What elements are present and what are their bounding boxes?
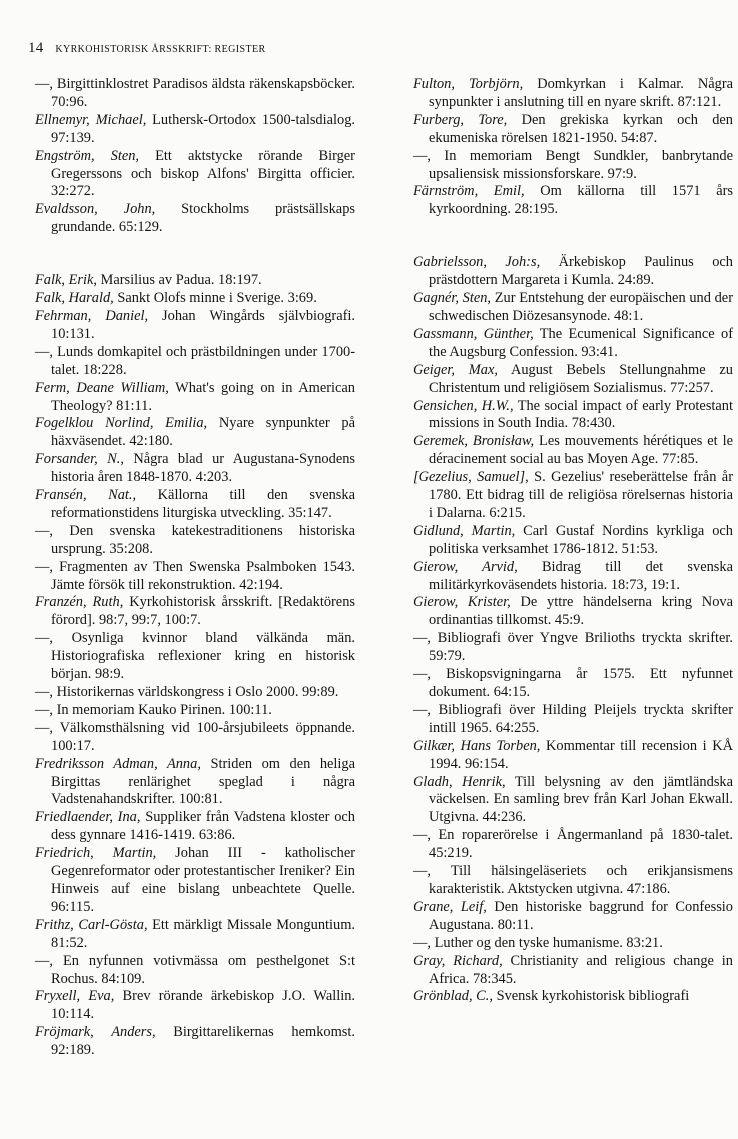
index-entry [35, 917, 355, 953]
index-entry [413, 326, 733, 362]
entry-author: —, [413, 147, 431, 164]
entry-title: Bibliografi över Hilding Pleijels tryckta skrifter intill 1965. 64:255. [429, 701, 733, 736]
entry-author: Forsander, N., [35, 451, 124, 468]
index-entry [413, 523, 733, 559]
index-entry [413, 112, 733, 148]
entry-title: Les mouvements hérétiques et le déracinement social au bas Moyen Age. 77:85. [429, 433, 734, 468]
index-entry [35, 559, 355, 595]
entry-author: Fransén, Nat., [35, 487, 137, 504]
entry-author: Engström, Sten, [35, 147, 140, 164]
entry-author: Fryxell, Eva, [35, 988, 115, 1005]
entry-title: Brev rörande ärkebiskop J.O. Wallin. 10:114. [51, 988, 355, 1023]
entry-author: Fogelklou Norlind, Emilia, [35, 415, 208, 432]
entry-author: —, [35, 719, 53, 736]
index-entry [35, 380, 355, 416]
entry-title: Zur Entstehung der europäischen und der schwedischen Diözesansynode. 48:1. [429, 290, 733, 324]
entry-title: Luther og den tyske humanisme. 83:21. [431, 934, 663, 951]
index-entry [35, 953, 355, 989]
entry-title: Johan Wingårds självbiografi. 10:131. [51, 307, 356, 342]
index-entry [413, 183, 733, 219]
entry-title: Till belysning av den jämtländska väckelsen. En samling brev från Karl Johan Ekwall. Utgivna. 44:236. [429, 773, 733, 826]
entry-title: Marsilius av Padua. 18:197. [96, 272, 262, 289]
index-entry [35, 756, 355, 810]
entry-author: Friedlaender, Ina, [35, 809, 141, 826]
left-entries-f [35, 272, 355, 1060]
entry-author: Gilkær, Hans Torben, [413, 737, 541, 754]
entry-author: —, [35, 76, 53, 92]
entry-author: Ferm, Deane William, [35, 379, 169, 396]
index-entry [35, 845, 355, 917]
index-entry [35, 76, 355, 112]
entry-author: Fröjmark, Anders, [35, 1024, 156, 1041]
entry-title: En roparerörelse i Ångermanland på 1830-talet. 45:219. [429, 827, 733, 862]
entry-author: Friedrich, Martin, [35, 845, 157, 862]
page-number: 14 [28, 40, 44, 56]
index-entry [35, 290, 355, 308]
entry-title: Bibliografi över Yngve Brilioths tryckta skrifter. 59:79. [429, 630, 733, 665]
index-entry [413, 594, 733, 630]
entry-author: Gabrielsson, Joh:s, [413, 254, 541, 271]
entry-author: Färnström, Emil, [413, 183, 525, 200]
entry-author: —, [35, 701, 53, 718]
section-gap [413, 219, 733, 254]
index-entry [413, 398, 733, 434]
index-entry [35, 684, 355, 702]
index-entry [35, 809, 355, 845]
entry-author: Gierow, Arvid, [413, 558, 518, 575]
entry-title: Ärkebiskop Paulinus och prästdottern Margareta i Kumla. 24:89. [429, 254, 733, 289]
entry-author: Evaldsson, John, [35, 201, 156, 218]
entry-author: Gassmann, Günther, [413, 325, 534, 342]
left-entries-e [35, 76, 355, 237]
index-entry [413, 863, 733, 899]
entry-title: Lunds domkapitel och prästbildningen under 1700-talet. 18:228. [51, 343, 355, 378]
index-entry [413, 899, 733, 935]
entry-title: Luthersk-Ortodox 1500-talsdialog. 97:139. [51, 111, 355, 146]
entry-title: Kommentar till recension i KÅ 1994. 96:154. [429, 737, 733, 772]
entry-title: In memoriam Bengt Sundkler, banbrytande upsaliensisk missionsforskare. 97:9. [429, 147, 733, 182]
entry-title: De yttre händelserna kring Nova ordinantias tillkomst. 45:9. [429, 594, 733, 629]
entry-title: The social impact of early Protestant missions in South India. 78:430. [429, 397, 733, 432]
index-entry [35, 415, 355, 451]
entry-title: Birgittinklostret Paradisos äldsta räkenskapsböcker. 70:96. [51, 76, 355, 110]
entry-title: Den grekiska kyrkan och den ekumeniska rörelsen 1821-1950. 54:87. [429, 111, 733, 146]
index-entry [35, 523, 355, 559]
entry-author: —, [413, 863, 431, 880]
entry-author: [Gezelius, Samuel], [413, 469, 529, 486]
entry-title: In memoriam Kauko Pirinen. 100:11. [53, 701, 272, 718]
index-entry [413, 148, 733, 184]
entry-author: Grönblad, C., [413, 988, 493, 1005]
entry-author: —, [35, 522, 53, 539]
entry-author: —, [413, 934, 431, 951]
entry-author: —, [413, 701, 431, 718]
index-entry [35, 720, 355, 756]
entry-title: Ett märkligt Missale Monguntium. 81:52. [51, 916, 355, 951]
index-entry [413, 988, 733, 1006]
index-entry [413, 935, 733, 953]
entry-title: Välkomsthälsning vid 100-årsjubileets öppnande. 100:17. [51, 719, 355, 754]
entry-title: Stockholms prästsällskaps grundande. 65:129. [51, 201, 355, 236]
entry-title: August Bebels Stellungnahme zu Christentum und religiösem Sozialismus. 77:257. [429, 361, 733, 396]
index-entry [413, 362, 733, 398]
entry-author: Gagnér, Sten, [413, 290, 492, 307]
entry-title: Christianity and religious change in Africa. 78:345. [429, 952, 733, 987]
entry-title: Johan III - katholischer Gegenreformator oder protestantischer Ireniker? Ein Hinweis auf eine bislang unbeachtete Quelle. 96:115. [51, 845, 356, 915]
entry-author: —, [35, 558, 53, 575]
right-entries-f [413, 76, 733, 219]
index-entry [413, 290, 733, 326]
index-entry [35, 201, 355, 237]
entry-author: Geiger, Max, [413, 361, 498, 378]
entry-author: Gierow, Krister, [413, 594, 511, 611]
section-gap [35, 237, 355, 272]
entry-author: Gladh, Henrik, [413, 773, 506, 790]
entry-title: Carl Gustaf Nordins kyrkliga och politiska verksamhet 1786-1812. 51:53. [429, 522, 733, 557]
right-column [413, 76, 733, 1006]
index-entry [35, 630, 355, 684]
index-entry [35, 702, 355, 720]
entry-author: —, [35, 630, 53, 647]
entry-author: —, [413, 630, 431, 647]
entry-author: Falk, Erik, [35, 272, 97, 289]
index-entry [35, 344, 355, 380]
entry-title: Domkyrkan i Kalmar. Några synpunkter i anslutning till en nyare skrift. 87:121. [429, 76, 733, 110]
entry-author: —, [35, 684, 53, 700]
index-entry [413, 738, 733, 774]
entry-author: —, [413, 827, 431, 844]
entry-title: Om källorna till 1571 års kyrkoordning. 28:195. [429, 183, 733, 218]
index-entry [35, 148, 355, 202]
entry-title: S. Gezelius' reseberättelse från år 1780. Ett bidrag till de religiösa rörelsernas historia i Dalarna. 6:215. [429, 469, 733, 521]
index-entry [413, 953, 733, 989]
entry-title: Till hälsingeläseriets och erikjansismens karakteristik. Aktstycken utgivna. 47:186. [429, 863, 733, 897]
entry-author: Geremek, Bronisław, [413, 433, 535, 450]
index-entry [35, 451, 355, 487]
index-entry [413, 469, 733, 523]
entry-title: Suppliker från Vadstena kloster och dess gynnare 1416-1419. 63:86. [51, 809, 355, 844]
entry-title: Osynliga kvinnor bland välkända män. Historiografiska reflexioner kring en historisk början. 98:9. [51, 630, 355, 683]
index-entry [35, 988, 355, 1024]
left-column [35, 76, 355, 1060]
entry-author: Grane, Leif, [413, 898, 487, 915]
entry-author: Franzén, Ruth, [35, 594, 124, 611]
entry-title: Striden om den heliga Birgittas renlärighet speglad i några Vadstenahandskrifter. 100:81. [51, 755, 355, 808]
entry-author: Fulton, Torbjörn, [413, 76, 524, 92]
index-entry [413, 630, 733, 666]
index-entry [413, 559, 733, 595]
index-entry [35, 272, 355, 290]
entry-title: Bidrag till det svenska militärkyrkoväsendets historia. 18:73, 19:1. [429, 558, 733, 593]
entry-author: —, [413, 666, 431, 683]
index-entry [413, 774, 733, 828]
entry-title: Fragmenten av Then Swenska Psalmboken 1543. Jämte försök till rekonstruktion. 42:194. [51, 558, 355, 593]
entry-author: Falk, Harald, [35, 290, 114, 307]
index-entry [35, 308, 355, 344]
entry-author: —, [35, 343, 53, 360]
entry-author: Furberg, Tore, [413, 111, 508, 128]
entry-title: Birgittarelikernas hemkomst. 92:189. [51, 1024, 355, 1059]
entry-title: Sankt Olofs minne i Sverige. 3:69. [113, 290, 317, 307]
entry-author: Gidlund, Martin, [413, 522, 516, 539]
index-entry [413, 827, 733, 863]
index-entry [413, 702, 733, 738]
entry-title: The Ecumenical Significance of the Augsburg Confession. 93:41. [429, 325, 733, 360]
index-entry [413, 666, 733, 702]
page-header [28, 40, 266, 57]
entry-author: Fehrman, Daniel, [35, 307, 149, 324]
entry-title: Några blad ur Augustana-Synodens historia åren 1848-1870. 4:203. [51, 451, 356, 486]
entry-title: Den historiske baggrund for Confessio Augustana. 80:11. [429, 898, 733, 933]
entry-title: Historikernas världskongress i Oslo 2000. 99:89. [53, 684, 339, 700]
entry-title: En nyfunnen votivmässa om pesthelgonet S:t Rochus. 84:109. [51, 952, 355, 987]
entry-title: Biskopsvigningarna år 1575. Ett nyfunnet dokument. 64:15. [429, 666, 733, 700]
entry-title: Svensk kyrkohistorisk bibliografi [492, 988, 690, 1005]
entry-author: Fredriksson Adman, Anna, [35, 755, 201, 772]
index-entry [35, 1024, 355, 1060]
entry-title: What's going on in American Theology? 81:11. [51, 379, 355, 414]
entry-author: Gray, Richard, [413, 952, 503, 969]
index-entry [413, 433, 733, 469]
index-entry [35, 487, 355, 523]
entry-author: Gensichen, H.W., [413, 397, 514, 414]
index-entry [35, 594, 355, 630]
index-entry [35, 112, 355, 148]
entry-author: Ellnemyr, Michael, [35, 111, 147, 128]
running-title: KYRKOHISTORISK ÅRSSKRIFT: REGISTER [55, 44, 266, 55]
entry-title: Källorna till den svenska reformationstidens liturgiska utveckling. 35:147. [51, 487, 355, 521]
index-entry [413, 254, 733, 290]
entry-title: Den svenska katekestraditionens historiska ursprung. 35:208. [51, 522, 355, 557]
right-entries-g [413, 254, 733, 1006]
entry-author: —, [35, 952, 53, 969]
index-entry [413, 76, 733, 112]
entry-title: Kyrkohistorisk årsskrift. [Redaktörens förord]. 98:7, 99:7, 100:7. [51, 594, 355, 629]
entry-title: Nyare synpunkter på häxväsendet. 42:180. [51, 415, 355, 450]
entry-author: Frithz, Carl-Gösta, [35, 916, 148, 933]
entry-title: Ett aktstycke rörande Birger Gregerssons och biskop Alfons' Birgitta officier. 32:272. [51, 147, 355, 200]
